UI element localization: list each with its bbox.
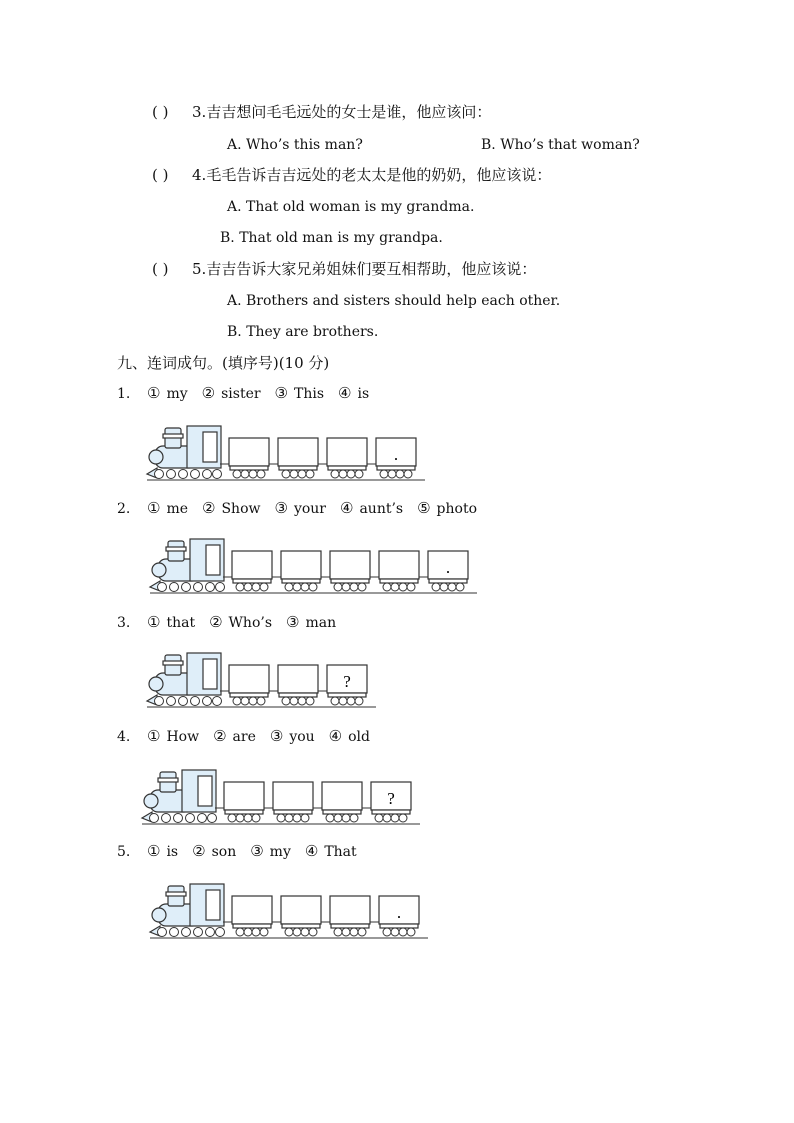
option-a: A. That old woman is my grandma. <box>227 199 475 215</box>
word-car <box>223 896 272 936</box>
word-text: Show <box>221 501 261 517</box>
answer-slot[interactable] <box>229 438 269 466</box>
question-text: 吉吉告诉大家兄弟姐妹们要互相帮助，他应该说： <box>206 260 537 278</box>
car-base <box>328 693 366 697</box>
front-light <box>149 677 163 691</box>
word-option <box>202 384 261 403</box>
circled-number: ① <box>147 727 161 745</box>
wheel <box>347 470 355 478</box>
word-option <box>275 384 324 403</box>
wheel <box>306 470 314 478</box>
word-text: are <box>232 729 256 745</box>
wheel <box>399 814 407 822</box>
wheel <box>203 697 212 706</box>
option-a: A. Brothers and sisters should help each other. <box>227 293 561 309</box>
wheel <box>203 470 212 479</box>
word-option <box>305 842 357 861</box>
end-punctuation: . <box>393 445 399 464</box>
word-line-1 <box>117 384 383 403</box>
answer-slot[interactable] <box>327 438 367 466</box>
wheel <box>290 470 298 478</box>
wheel <box>213 470 222 479</box>
chimney-band <box>158 778 178 782</box>
circled-number: ④ <box>304 842 319 860</box>
question-5 <box>152 260 536 278</box>
wheel <box>309 928 317 936</box>
wheel <box>241 470 249 478</box>
end-punctuation: . <box>445 558 451 577</box>
word-option <box>250 842 291 861</box>
wheel <box>391 814 399 822</box>
car-base <box>372 810 410 814</box>
car-base <box>331 579 369 583</box>
answer-slot[interactable] <box>278 438 318 466</box>
wheel <box>350 814 358 822</box>
answer-slot[interactable] <box>330 551 370 579</box>
car-base <box>230 693 268 697</box>
wheel <box>399 928 407 936</box>
wheel <box>191 697 200 706</box>
wheel <box>167 697 176 706</box>
wheel <box>383 928 391 936</box>
circled-number: ② <box>202 499 216 517</box>
wheel <box>206 583 215 592</box>
word-car <box>370 896 419 936</box>
word-option <box>213 727 256 746</box>
locomotive-icon <box>142 770 217 823</box>
wheel <box>440 583 448 591</box>
question-text: 毛毛告诉吉吉远处的老太太是他的奶奶，他应该说： <box>206 166 552 184</box>
answer-slot[interactable] <box>281 551 321 579</box>
wheel <box>244 583 252 591</box>
wheel <box>358 583 366 591</box>
car-base <box>282 924 320 928</box>
end-punctuation: ? <box>387 789 395 808</box>
word-text: my <box>269 844 291 860</box>
wheel <box>347 697 355 705</box>
word-car <box>370 551 419 591</box>
cab-window <box>203 659 217 689</box>
word-car <box>215 782 264 822</box>
locomotive-icon <box>147 653 222 706</box>
word-car <box>321 896 370 936</box>
item-number: 3. <box>117 615 131 631</box>
answer-slot[interactable] <box>330 896 370 924</box>
wheel <box>350 928 358 936</box>
locomotive-icon <box>147 426 222 479</box>
circled-number: ① <box>147 842 161 860</box>
wheel <box>186 814 195 823</box>
circled-number: ③ <box>274 499 288 517</box>
locomotive-icon <box>150 539 225 592</box>
word-text: sister <box>221 386 261 402</box>
word-car <box>272 551 321 591</box>
wheel <box>293 814 301 822</box>
word-option <box>275 499 327 518</box>
wheel <box>260 583 268 591</box>
sentence-train <box>145 645 378 711</box>
wheel <box>244 928 252 936</box>
word-car <box>419 551 468 591</box>
wheel <box>342 814 350 822</box>
wheel <box>241 697 249 705</box>
word-car <box>220 438 269 478</box>
wheel <box>216 583 225 592</box>
car-base <box>323 810 361 814</box>
chimney-band <box>166 892 186 896</box>
question-number: 5. <box>192 260 207 278</box>
answer-slot[interactable] <box>232 551 272 579</box>
answer-slot[interactable] <box>379 551 419 579</box>
word-line-3 <box>117 613 350 632</box>
word-option <box>286 613 336 632</box>
wheel <box>170 928 179 937</box>
circled-number: ③ <box>274 384 288 402</box>
circled-number: ② <box>192 842 206 860</box>
sentence-train <box>148 531 479 597</box>
front-light <box>144 794 158 808</box>
wheel <box>301 928 309 936</box>
wheel <box>206 928 215 937</box>
word-car <box>269 438 318 478</box>
wheel <box>282 470 290 478</box>
wheel <box>350 583 358 591</box>
wheel <box>198 814 207 823</box>
answer-slot[interactable] <box>273 782 313 810</box>
car-base <box>225 810 263 814</box>
word-text: is <box>166 844 179 860</box>
wheel <box>236 814 244 822</box>
word-car <box>264 782 313 822</box>
word-option <box>329 727 370 746</box>
wheel <box>179 697 188 706</box>
wheel <box>179 470 188 479</box>
wheel <box>174 814 183 823</box>
item-number: 1. <box>117 386 131 402</box>
wheel <box>236 928 244 936</box>
wheel <box>293 583 301 591</box>
wheel <box>388 470 396 478</box>
sentence-train <box>148 876 430 942</box>
word-car <box>220 665 269 705</box>
cab-window <box>203 432 217 462</box>
wheel <box>380 470 388 478</box>
word-option <box>147 842 178 861</box>
wheel <box>334 814 342 822</box>
wheel <box>249 697 257 705</box>
front-light <box>152 908 166 922</box>
wheel <box>331 470 339 478</box>
circled-number: ④ <box>328 727 343 745</box>
car-base <box>331 924 369 928</box>
wheel <box>208 814 217 823</box>
circled-number: ③ <box>286 613 300 631</box>
wheel <box>339 697 347 705</box>
cab-window <box>206 545 220 575</box>
circled-number: ④ <box>338 384 352 402</box>
word-car <box>223 551 272 591</box>
wheel <box>331 697 339 705</box>
wheel <box>301 583 309 591</box>
word-line-2 <box>117 499 491 518</box>
wheel <box>236 583 244 591</box>
answer-slot[interactable] <box>322 782 362 810</box>
question-3 <box>152 103 491 121</box>
wheel <box>150 814 159 823</box>
word-text: aunt’s <box>359 501 404 517</box>
circled-number: ② <box>209 613 223 631</box>
wheel <box>301 814 309 822</box>
wheel <box>326 814 334 822</box>
word-text: that <box>166 615 196 631</box>
chimney-band <box>163 661 183 665</box>
wheel <box>233 697 241 705</box>
circled-number: ② <box>213 727 227 745</box>
wheel <box>228 814 236 822</box>
word-text: my <box>166 386 188 402</box>
wheel <box>285 928 293 936</box>
section-title: 九、连词成句。(填序号)(10 分) <box>117 354 330 372</box>
locomotive-icon <box>150 884 225 937</box>
word-text: Who’s <box>228 615 273 631</box>
wheel <box>375 814 383 822</box>
option-a: A. Who’s this man? <box>227 137 363 153</box>
word-car <box>318 438 367 478</box>
wheel <box>404 470 412 478</box>
wheel <box>277 814 285 822</box>
wheel <box>407 583 415 591</box>
wheel <box>155 697 164 706</box>
answer-slot[interactable] <box>229 665 269 693</box>
wheel <box>399 583 407 591</box>
word-car <box>313 782 362 822</box>
word-line-5 <box>117 842 371 861</box>
sentence-train <box>140 762 422 828</box>
car-base <box>274 810 312 814</box>
circled-number: ② <box>201 384 216 402</box>
wheel <box>355 470 363 478</box>
answer-blank[interactable]: ( ) <box>152 103 169 121</box>
question-4 <box>152 166 551 184</box>
wheel <box>298 470 306 478</box>
word-text: That <box>324 844 357 860</box>
wheel <box>167 470 176 479</box>
option-b: B. Who’s that woman? <box>481 137 640 153</box>
front-light <box>149 450 163 464</box>
wheel <box>334 583 342 591</box>
word-text: you <box>289 729 315 745</box>
wheel <box>285 583 293 591</box>
wheel <box>407 928 415 936</box>
car-base <box>377 466 415 470</box>
wheel <box>396 470 404 478</box>
wheel <box>293 928 301 936</box>
word-car <box>321 551 370 591</box>
wheel <box>306 697 314 705</box>
wheel <box>158 583 167 592</box>
word-text: How <box>166 729 200 745</box>
wheel <box>158 928 167 937</box>
car-base <box>380 924 418 928</box>
chimney-band <box>163 434 183 438</box>
word-car <box>362 782 411 822</box>
wheel <box>249 470 257 478</box>
wheel <box>252 928 260 936</box>
wheel <box>358 928 366 936</box>
circled-number: ① <box>147 499 161 517</box>
word-option <box>270 727 315 746</box>
wheel <box>233 470 241 478</box>
wheel <box>309 583 317 591</box>
word-car <box>272 896 321 936</box>
item-number: 4. <box>117 729 131 745</box>
wheel <box>194 928 203 937</box>
car-base <box>279 466 317 470</box>
wheel <box>257 697 265 705</box>
word-text: me <box>166 501 189 517</box>
word-option <box>202 499 260 518</box>
car-base <box>282 579 320 583</box>
wheel <box>339 470 347 478</box>
end-punctuation: ? <box>343 672 351 691</box>
word-car <box>318 665 367 705</box>
word-option <box>338 384 369 403</box>
wheel <box>355 697 363 705</box>
car-base <box>233 579 271 583</box>
front-light <box>152 563 166 577</box>
wheel <box>391 583 399 591</box>
wheel <box>260 928 268 936</box>
word-line-4 <box>117 727 384 746</box>
wheel <box>290 697 298 705</box>
sentence-train <box>145 418 427 484</box>
wheel <box>342 583 350 591</box>
wheel <box>170 583 179 592</box>
car-base <box>429 579 467 583</box>
question-number: 4. <box>192 166 207 184</box>
wheel <box>155 470 164 479</box>
answer-slot[interactable] <box>224 782 264 810</box>
word-option <box>340 499 403 518</box>
car-base <box>230 466 268 470</box>
word-option <box>147 499 188 518</box>
wheel <box>285 814 293 822</box>
cab-window <box>206 890 220 920</box>
option-b: B. They are brothers. <box>227 324 379 340</box>
wheel <box>244 814 252 822</box>
wheel <box>298 697 306 705</box>
wheel <box>282 697 290 705</box>
car-base <box>279 693 317 697</box>
wheel <box>194 583 203 592</box>
car-base <box>233 924 271 928</box>
item-number: 2. <box>117 501 131 517</box>
answer-slot[interactable] <box>281 896 321 924</box>
answer-blank[interactable]: ( ) <box>152 260 169 278</box>
chimney-band <box>166 547 186 551</box>
wheel <box>213 697 222 706</box>
word-text: your <box>293 501 326 517</box>
word-option <box>417 499 477 518</box>
wheel <box>257 470 265 478</box>
wheel <box>448 583 456 591</box>
answer-slot[interactable] <box>232 896 272 924</box>
car-base <box>380 579 418 583</box>
circled-number: ③ <box>250 842 264 860</box>
wheel <box>182 928 191 937</box>
wheel <box>162 814 171 823</box>
circled-number: ⑤ <box>417 499 431 517</box>
word-option <box>147 727 199 746</box>
wheel <box>334 928 342 936</box>
wheel <box>191 470 200 479</box>
question-number: 3. <box>192 103 207 121</box>
word-option <box>209 613 272 632</box>
cab-window <box>198 776 212 806</box>
wheel <box>391 928 399 936</box>
word-option <box>192 842 236 861</box>
item-number: 5. <box>117 844 131 860</box>
circled-number: ③ <box>269 727 284 745</box>
word-car <box>269 665 318 705</box>
wheel <box>252 814 260 822</box>
circled-number: ④ <box>340 499 354 517</box>
car-base <box>328 466 366 470</box>
wheel <box>342 928 350 936</box>
word-text: old <box>348 729 370 745</box>
wheel <box>216 928 225 937</box>
word-option <box>147 384 188 403</box>
answer-blank[interactable]: ( ) <box>152 166 169 184</box>
wheel <box>432 583 440 591</box>
word-text: is <box>357 386 370 402</box>
wheel <box>383 814 391 822</box>
option-b: B. That old man is my grandpa. <box>220 230 443 246</box>
word-text: son <box>211 844 237 860</box>
wheel <box>182 583 191 592</box>
word-text: photo <box>436 501 478 517</box>
wheel <box>383 583 391 591</box>
circled-number: ① <box>147 613 161 631</box>
wheel <box>456 583 464 591</box>
circled-number: ① <box>147 384 161 402</box>
word-car <box>367 438 416 478</box>
word-option <box>147 613 195 632</box>
word-text: This <box>294 386 325 402</box>
question-text: 吉吉想问毛毛远处的女士是谁，他应该问： <box>206 103 492 121</box>
end-punctuation: . <box>396 903 402 922</box>
answer-slot[interactable] <box>278 665 318 693</box>
wheel <box>252 583 260 591</box>
word-text: man <box>305 615 337 631</box>
